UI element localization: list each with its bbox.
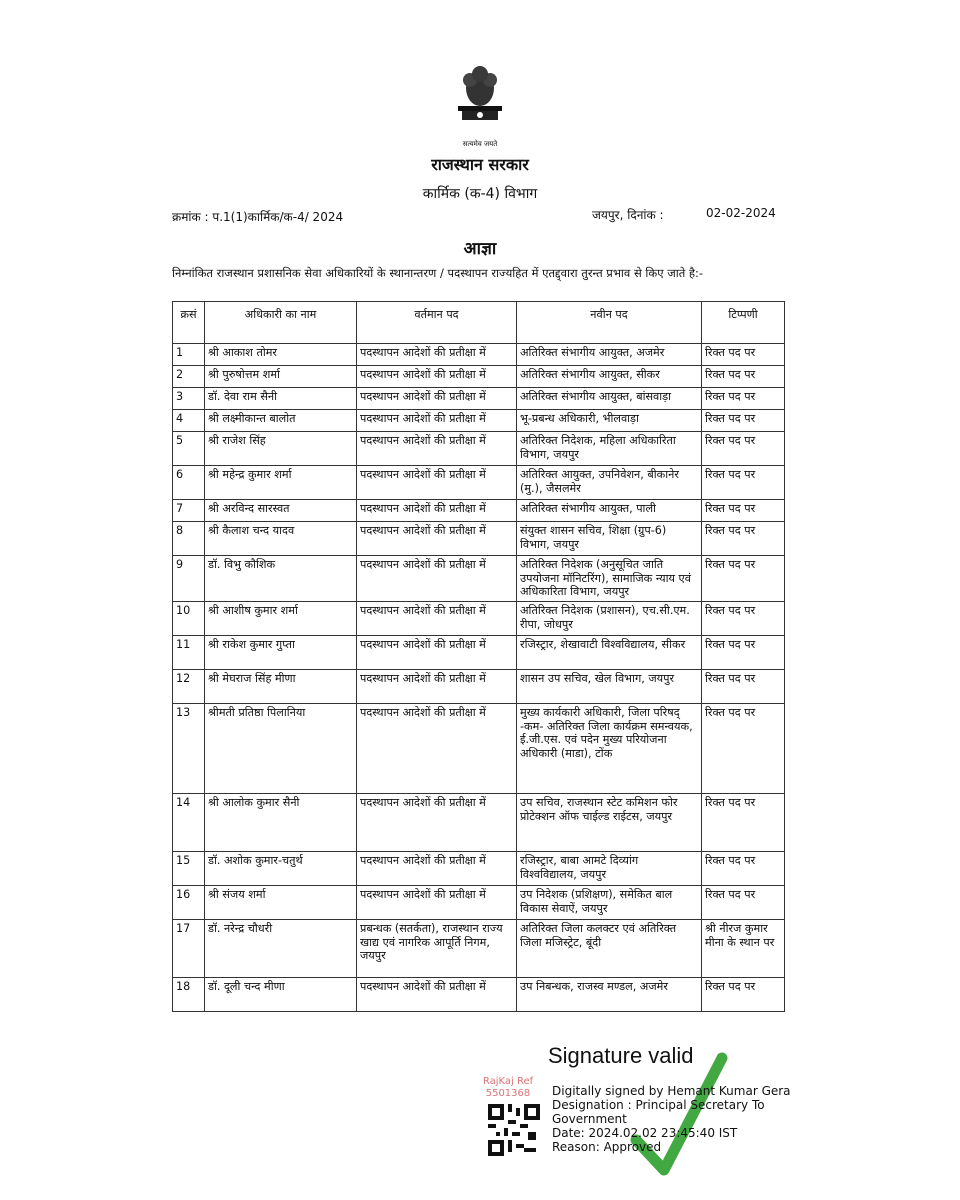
table-header-row [173, 302, 785, 344]
table-row [173, 522, 785, 556]
table-row [173, 500, 785, 522]
col-header-new-post: नवीन पद [517, 302, 702, 344]
cell-new-post: शासन उप सचिव, खेल विभाग, जयपुर [517, 670, 702, 704]
cell-serial: 14 [173, 794, 205, 852]
cell-current-post: पदस्थापन आदेशों की प्रतीक्षा में [357, 388, 517, 410]
cell-serial: 8 [173, 522, 205, 556]
cell-remark: रिक्त पद पर [702, 500, 785, 522]
table-row [173, 344, 785, 366]
col-header-current-post: वर्तमान पद [357, 302, 517, 344]
cell-new-post: अतिरिक्त संभागीय आयुक्त, पाली [517, 500, 702, 522]
col-header-serial: क्रसं [173, 302, 205, 344]
cell-current-post: पदस्थापन आदेशों की प्रतीक्षा में [357, 466, 517, 500]
cell-officer-name: डॉ. देवा राम सैनी [205, 388, 357, 410]
cell-officer-name: श्री संजय शर्मा [205, 886, 357, 920]
cell-officer-name: श्री कैलाश चन्द यादव [205, 522, 357, 556]
cell-officer-name: श्रीमती प्रतिष्ठा पिलानिया [205, 704, 357, 794]
table-row [173, 466, 785, 500]
cell-remark: रिक्त पद पर [702, 602, 785, 636]
cell-remark: रिक्त पद पर [702, 388, 785, 410]
cell-serial: 17 [173, 920, 205, 978]
cell-current-post: पदस्थापन आदेशों की प्रतीक्षा में [357, 852, 517, 886]
table-row [173, 410, 785, 432]
cell-current-post: पदस्थापन आदेशों की प्रतीक्षा में [357, 556, 517, 602]
cell-current-post: पदस्थापन आदेशों की प्रतीक्षा में [357, 794, 517, 852]
cell-new-post: उप निदेशक (प्रशिक्षण), समेकित बाल विकास सेवाऐं, जयपुर [517, 886, 702, 920]
cell-officer-name: श्री मेघराज सिंह मीणा [205, 670, 357, 704]
cell-serial: 3 [173, 388, 205, 410]
table-row [173, 602, 785, 636]
signature-details [552, 1084, 812, 1154]
cell-officer-name: डॉ. अशोक कुमार-चतुर्थ [205, 852, 357, 886]
signed-by: Digitally signed by Hemant Kumar Gera [552, 1084, 791, 1098]
cell-current-post: पदस्थापन आदेशों की प्रतीक्षा में [357, 704, 517, 794]
cell-new-post: भू-प्रबन्ध अधिकारी, भीलवाड़ा [517, 410, 702, 432]
cell-new-post: अतिरिक्त संभागीय आयुक्त, सीकर [517, 366, 702, 388]
cell-current-post: पदस्थापन आदेशों की प्रतीक्षा में [357, 410, 517, 432]
cell-new-post: अतिरिक्त जिला कलक्टर एवं अतिरिक्त जिला मजिस्ट्रेट, बूंदी [517, 920, 702, 978]
cell-current-post: प्रबन्धक (सतर्कता), राजस्थान राज्य खाद्य एवं नागरिक आपूर्ति निगम, जयपुर [357, 920, 517, 978]
state-emblem [448, 58, 512, 148]
cell-officer-name: श्री आलोक कुमार सैनी [205, 794, 357, 852]
cell-remark: रिक्त पद पर [702, 852, 785, 886]
cell-officer-name: डॉ. दूली चन्द मीणा [205, 978, 357, 1012]
cell-remark: श्री नीरज कुमार मीना के स्थान पर [702, 920, 785, 978]
cell-current-post: पदस्थापन आदेशों की प्रतीक्षा में [357, 602, 517, 636]
cell-remark: रिक्त पद पर [702, 794, 785, 852]
cell-current-post: पदस्थापन आदेशों की प्रतीक्षा में [357, 978, 517, 1012]
ashoka-emblem-icon [448, 58, 512, 142]
table-row [173, 852, 785, 886]
cell-current-post: पदस्थापन आदेशों की प्रतीक्षा में [357, 522, 517, 556]
cell-remark: रिक्त पद पर [702, 466, 785, 500]
table-row [173, 886, 785, 920]
cell-officer-name: श्री अरविन्द सारस्वत [205, 500, 357, 522]
cell-current-post: पदस्थापन आदेशों की प्रतीक्षा में [357, 670, 517, 704]
cell-serial: 1 [173, 344, 205, 366]
table-row [173, 556, 785, 602]
cell-new-post: रजिस्ट्रार, शेखावाटी विश्वविद्यालय, सीकर [517, 636, 702, 670]
cell-remark: रिक्त पद पर [702, 704, 785, 794]
table-row [173, 366, 785, 388]
table-row [173, 704, 785, 794]
cell-serial: 18 [173, 978, 205, 1012]
cell-serial: 9 [173, 556, 205, 602]
rajkaj-label: RajKaj Ref [482, 1076, 534, 1087]
rajkaj-number: 5501368 [485, 1088, 531, 1099]
cell-new-post: उप निबन्धक, राजस्व मण्डल, अजमेर [517, 978, 702, 1012]
department-name: कार्मिक (क-4) विभाग [422, 186, 538, 202]
cell-new-post: अतिरिक्त निदेशक, महिला अधिकारिता विभाग, जयपुर [517, 432, 702, 466]
cell-new-post: संयुक्त शासन सचिव, शिक्षा (ग्रुप-6) विभाग, जयपुर [517, 522, 702, 556]
table-row [173, 432, 785, 466]
cell-new-post: अतिरिक्त निदेशक (प्रशासन), एच.सी.एम. रीपा, जोधपुर [517, 602, 702, 636]
cell-serial: 6 [173, 466, 205, 500]
signature-date: Date: 2024.02.02 23:45:40 IST [552, 1126, 738, 1140]
cell-new-post: अतिरिक्त आयुक्त, उपनिवेशन, बीकानेर (मु.), जैसलमेर [517, 466, 702, 500]
cell-new-post: मुख्य कार्यकारी अधिकारी, जिला परिषद् -कम- अतिरिक्त जिला कार्यक्रम समन्वयक, ई.जी.एस. एवं पदेन मुख्य परियोजना अधिकारी (माडा), टोंक [517, 704, 702, 794]
cell-officer-name: श्री महेन्द्र कुमार शर्मा [205, 466, 357, 500]
cell-remark: रिक्त पद पर [702, 670, 785, 704]
cell-current-post: पदस्थापन आदेशों की प्रतीक्षा में [357, 636, 517, 670]
cell-serial: 11 [173, 636, 205, 670]
cell-serial: 5 [173, 432, 205, 466]
cell-serial: 7 [173, 500, 205, 522]
cell-current-post: पदस्थापन आदेशों की प्रतीक्षा में [357, 432, 517, 466]
table-row [173, 388, 785, 410]
table-row [173, 794, 785, 852]
cell-serial: 15 [173, 852, 205, 886]
cell-serial: 10 [173, 602, 205, 636]
intro-paragraph: निम्नांकित राजस्थान प्रशासनिक सेवा अधिकारियों के स्थानान्तरण / पदस्थापन राज्यहित में एतद्द्वारा तुरन्त प्रभाव से किए जाते है:- [172, 266, 704, 280]
cell-serial: 12 [173, 670, 205, 704]
qr-code-icon [488, 1104, 540, 1156]
emblem-motto: सत्यमेव जयते [462, 140, 498, 148]
signer-designation: Designation : Principal Secretary To Government [552, 1098, 765, 1126]
document-title: आज्ञा [463, 239, 497, 259]
signature-reason: Reason: Approved [552, 1140, 662, 1154]
cell-serial: 2 [173, 366, 205, 388]
cell-remark: रिक्त पद पर [702, 432, 785, 466]
table-row [173, 978, 785, 1012]
cell-officer-name: डॉ. विभु कौशिक [205, 556, 357, 602]
cell-current-post: पदस्थापन आदेशों की प्रतीक्षा में [357, 344, 517, 366]
cell-remark: रिक्त पद पर [702, 366, 785, 388]
cell-officer-name: श्री लक्ष्मीकान्त बालोत [205, 410, 357, 432]
cell-officer-name: श्री आकाश तोमर [205, 344, 357, 366]
transfer-table [172, 301, 785, 1012]
table-row [173, 670, 785, 704]
cell-remark: रिक्त पद पर [702, 344, 785, 366]
cell-officer-name: श्री पुरुषोत्तम शर्मा [205, 366, 357, 388]
cell-serial: 4 [173, 410, 205, 432]
table-row [173, 920, 785, 978]
cell-current-post: पदस्थापन आदेशों की प्रतीक्षा में [357, 366, 517, 388]
place-date-label: जयपुर, दिनांक : [592, 208, 664, 222]
col-header-name: अधिकारी का नाम [205, 302, 357, 344]
order-date: 02-02-2024 [706, 206, 776, 220]
table-row [173, 636, 785, 670]
cell-remark: रिक्त पद पर [702, 636, 785, 670]
cell-remark: रिक्त पद पर [702, 556, 785, 602]
cell-serial: 16 [173, 886, 205, 920]
cell-new-post: अतिरिक्त संभागीय आयुक्त, बांसवाड़ा [517, 388, 702, 410]
government-name: राजस्थान सरकार [431, 155, 529, 174]
cell-officer-name: श्री आशीष कुमार शर्मा [205, 602, 357, 636]
cell-serial: 13 [173, 704, 205, 794]
cell-new-post: उप सचिव, राजस्थान स्टेट कमिशन फोर प्रोटेक्शन ऑफ चाईल्ड राईटस, जयपुर [517, 794, 702, 852]
cell-officer-name: डॉ. नरेन्द्र चौधरी [205, 920, 357, 978]
cell-officer-name: श्री राजेश सिंह [205, 432, 357, 466]
cell-remark: रिक्त पद पर [702, 522, 785, 556]
cell-current-post: पदस्थापन आदेशों की प्रतीक्षा में [357, 886, 517, 920]
cell-new-post: अतिरिक्त संभागीय आयुक्त, अजमेर [517, 344, 702, 366]
signature-status: Signature valid [548, 1043, 694, 1068]
cell-new-post: अतिरिक्त निदेशक (अनुसूचित जाति उपयोजना मॉनिटरिंग), सामाजिक न्याय एवं अधिकारिता विभाग, जयपुर [517, 556, 702, 602]
cell-remark: रिक्त पद पर [702, 978, 785, 1012]
cell-remark: रिक्त पद पर [702, 886, 785, 920]
cell-current-post: पदस्थापन आदेशों की प्रतीक्षा में [357, 500, 517, 522]
order-number: क्रमांक : प.1(1)कार्मिक/क-4/ 2024 [172, 210, 344, 224]
cell-remark: रिक्त पद पर [702, 410, 785, 432]
cell-officer-name: श्री राकेश कुमार गुप्ता [205, 636, 357, 670]
col-header-remark: टिप्पणी [702, 302, 785, 344]
rajkaj-reference [472, 1076, 544, 1100]
cell-new-post: रजिस्ट्रार, बाबा आमटे दिव्यांग विश्वविद्यालय, जयपुर [517, 852, 702, 886]
